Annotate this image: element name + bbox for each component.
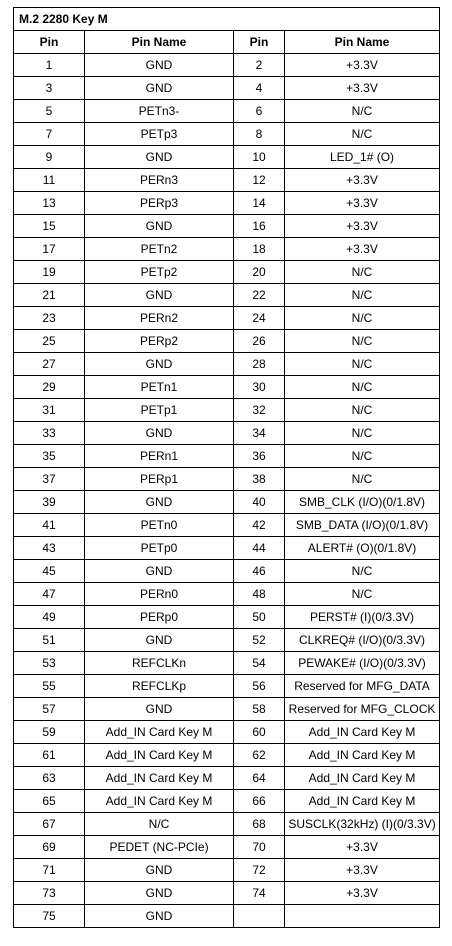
pin-number-right: 34 bbox=[234, 422, 285, 445]
table-row bbox=[14, 376, 440, 399]
pin-number-right: 70 bbox=[234, 836, 285, 859]
pin-number-left: 41 bbox=[14, 514, 85, 537]
table-row bbox=[14, 767, 440, 790]
pin-number-right: 4 bbox=[234, 77, 285, 100]
pin-name-left: PERp2 bbox=[85, 330, 234, 353]
pin-name-right: +3.3V bbox=[285, 169, 440, 192]
pin-number-right: 8 bbox=[234, 123, 285, 146]
header-pin-name-left: Pin Name bbox=[85, 31, 234, 54]
pin-number-left: 47 bbox=[14, 583, 85, 606]
pin-name-right: N/C bbox=[285, 422, 440, 445]
table-row bbox=[14, 652, 440, 675]
header-pin-left: Pin bbox=[14, 31, 85, 54]
pin-number-left: 33 bbox=[14, 422, 85, 445]
pin-name-left: PERn2 bbox=[85, 307, 234, 330]
table-row bbox=[14, 836, 440, 859]
pin-name-right: N/C bbox=[285, 583, 440, 606]
pin-name-right: PERST# (I)(0/3.3V) bbox=[285, 606, 440, 629]
pin-name-left: GND bbox=[85, 629, 234, 652]
pin-name-left: PEDET (NC-PCIe) bbox=[85, 836, 234, 859]
pin-number-right: 74 bbox=[234, 882, 285, 905]
pin-name-left: GND bbox=[85, 353, 234, 376]
header-pin-right: Pin bbox=[234, 31, 285, 54]
pin-number-right: 72 bbox=[234, 859, 285, 882]
pin-number-right: 46 bbox=[234, 560, 285, 583]
table-row bbox=[14, 721, 440, 744]
pin-name-left: GND bbox=[85, 54, 234, 77]
table-row bbox=[14, 905, 440, 928]
table-row bbox=[14, 698, 440, 721]
pin-table bbox=[13, 7, 440, 928]
pin-number-left: 71 bbox=[14, 859, 85, 882]
pin-name-right: N/C bbox=[285, 100, 440, 123]
pin-number-left: 1 bbox=[14, 54, 85, 77]
pin-number-right: 42 bbox=[234, 514, 285, 537]
pin-name-left: PETn0 bbox=[85, 514, 234, 537]
pin-number-left: 65 bbox=[14, 790, 85, 813]
pin-name-right: PEWAKE# (I/O)(0/3.3V) bbox=[285, 652, 440, 675]
pin-name-right: SMB_CLK (I/O)(0/1.8V) bbox=[285, 491, 440, 514]
pin-name-right: Add_IN Card Key M bbox=[285, 767, 440, 790]
pin-number-left: 43 bbox=[14, 537, 85, 560]
table-row bbox=[14, 813, 440, 836]
pin-number-left: 35 bbox=[14, 445, 85, 468]
pin-number-left: 37 bbox=[14, 468, 85, 491]
pin-name-left: GND bbox=[85, 284, 234, 307]
pin-number-left: 7 bbox=[14, 123, 85, 146]
pin-name-left: PETp1 bbox=[85, 399, 234, 422]
pin-number-left: 57 bbox=[14, 698, 85, 721]
pin-number-right: 52 bbox=[234, 629, 285, 652]
table-row bbox=[14, 859, 440, 882]
pin-number-right: 26 bbox=[234, 330, 285, 353]
table-row bbox=[14, 422, 440, 445]
pin-name-right: Add_IN Card Key M bbox=[285, 790, 440, 813]
table-row bbox=[14, 629, 440, 652]
table-title-row bbox=[14, 8, 440, 31]
pin-number-left: 15 bbox=[14, 215, 85, 238]
table-title: M.2 2280 Key M bbox=[14, 8, 440, 31]
pin-number-right: 50 bbox=[234, 606, 285, 629]
pin-number-left: 49 bbox=[14, 606, 85, 629]
pin-number-right: 68 bbox=[234, 813, 285, 836]
pin-number-left: 19 bbox=[14, 261, 85, 284]
table-row bbox=[14, 353, 440, 376]
pin-number-left: 69 bbox=[14, 836, 85, 859]
table-row bbox=[14, 330, 440, 353]
pin-number-left: 31 bbox=[14, 399, 85, 422]
pin-name-right bbox=[285, 905, 440, 928]
pin-number-right: 54 bbox=[234, 652, 285, 675]
pin-name-left: PERp0 bbox=[85, 606, 234, 629]
pin-number-right: 58 bbox=[234, 698, 285, 721]
pin-name-right: N/C bbox=[285, 445, 440, 468]
table-row bbox=[14, 238, 440, 261]
pin-name-right: LED_1# (O) bbox=[285, 146, 440, 169]
table-row bbox=[14, 514, 440, 537]
table-row bbox=[14, 399, 440, 422]
pin-number-right: 6 bbox=[234, 100, 285, 123]
pin-name-right: N/C bbox=[285, 330, 440, 353]
pin-number-right: 62 bbox=[234, 744, 285, 767]
pin-number-right: 30 bbox=[234, 376, 285, 399]
pin-number-right bbox=[234, 905, 285, 928]
pin-name-left: N/C bbox=[85, 813, 234, 836]
pin-name-left: PERn0 bbox=[85, 583, 234, 606]
pin-number-left: 45 bbox=[14, 560, 85, 583]
table-row bbox=[14, 77, 440, 100]
pin-name-left: PERp3 bbox=[85, 192, 234, 215]
pin-name-left: GND bbox=[85, 77, 234, 100]
pin-number-left: 59 bbox=[14, 721, 85, 744]
table-row bbox=[14, 675, 440, 698]
pin-number-right: 10 bbox=[234, 146, 285, 169]
pin-name-left: Add_IN Card Key M bbox=[85, 790, 234, 813]
pin-name-right: Reserved for MFG_DATA bbox=[285, 675, 440, 698]
pin-number-left: 11 bbox=[14, 169, 85, 192]
table-row bbox=[14, 215, 440, 238]
pin-name-right: +3.3V bbox=[285, 859, 440, 882]
pin-name-right: +3.3V bbox=[285, 192, 440, 215]
table-row bbox=[14, 744, 440, 767]
pin-number-right: 12 bbox=[234, 169, 285, 192]
pin-name-left: GND bbox=[85, 215, 234, 238]
pin-rows bbox=[14, 54, 440, 928]
pin-number-right: 14 bbox=[234, 192, 285, 215]
pin-number-right: 48 bbox=[234, 583, 285, 606]
table-row bbox=[14, 790, 440, 813]
pin-number-right: 38 bbox=[234, 468, 285, 491]
pin-number-right: 28 bbox=[234, 353, 285, 376]
table-row bbox=[14, 491, 440, 514]
pin-number-right: 44 bbox=[234, 537, 285, 560]
table-row bbox=[14, 192, 440, 215]
pin-name-left: GND bbox=[85, 698, 234, 721]
table-row bbox=[14, 261, 440, 284]
pin-name-right: +3.3V bbox=[285, 836, 440, 859]
pin-number-right: 2 bbox=[234, 54, 285, 77]
pin-number-right: 40 bbox=[234, 491, 285, 514]
pin-name-left: REFCLKp bbox=[85, 675, 234, 698]
pin-name-right: +3.3V bbox=[285, 77, 440, 100]
pin-number-left: 23 bbox=[14, 307, 85, 330]
pin-name-right: Reserved for MFG_CLOCK bbox=[285, 698, 440, 721]
pin-name-right: N/C bbox=[285, 261, 440, 284]
pin-number-right: 16 bbox=[234, 215, 285, 238]
pin-number-right: 56 bbox=[234, 675, 285, 698]
pin-name-right: N/C bbox=[285, 468, 440, 491]
pin-number-right: 20 bbox=[234, 261, 285, 284]
header-pin-name-right: Pin Name bbox=[285, 31, 440, 54]
table-row bbox=[14, 882, 440, 905]
table-row bbox=[14, 606, 440, 629]
pin-name-right: Add_IN Card Key M bbox=[285, 721, 440, 744]
pin-number-left: 55 bbox=[14, 675, 85, 698]
pin-number-left: 17 bbox=[14, 238, 85, 261]
pin-number-left: 29 bbox=[14, 376, 85, 399]
pin-name-left: Add_IN Card Key M bbox=[85, 767, 234, 790]
pin-number-left: 73 bbox=[14, 882, 85, 905]
pin-name-left: GND bbox=[85, 491, 234, 514]
table-row bbox=[14, 54, 440, 77]
pin-number-right: 22 bbox=[234, 284, 285, 307]
pin-name-right: +3.3V bbox=[285, 882, 440, 905]
table-row bbox=[14, 468, 440, 491]
pin-number-left: 53 bbox=[14, 652, 85, 675]
pin-name-left: PETn1 bbox=[85, 376, 234, 399]
pin-name-right: N/C bbox=[285, 353, 440, 376]
pin-name-left: GND bbox=[85, 905, 234, 928]
pin-number-left: 63 bbox=[14, 767, 85, 790]
pin-name-left: Add_IN Card Key M bbox=[85, 721, 234, 744]
pin-name-left: PETp3 bbox=[85, 123, 234, 146]
pin-name-right: N/C bbox=[285, 560, 440, 583]
pin-name-right: N/C bbox=[285, 307, 440, 330]
pin-name-right: N/C bbox=[285, 284, 440, 307]
pin-number-left: 13 bbox=[14, 192, 85, 215]
pin-number-left: 9 bbox=[14, 146, 85, 169]
table-row bbox=[14, 445, 440, 468]
pin-name-left: PETn2 bbox=[85, 238, 234, 261]
table-header-row bbox=[14, 31, 440, 54]
pin-name-left: PERp1 bbox=[85, 468, 234, 491]
pin-number-right: 24 bbox=[234, 307, 285, 330]
pin-number-right: 18 bbox=[234, 238, 285, 261]
pin-name-right: +3.3V bbox=[285, 54, 440, 77]
pin-number-left: 25 bbox=[14, 330, 85, 353]
pin-name-left: PERn1 bbox=[85, 445, 234, 468]
pin-name-left: GND bbox=[85, 882, 234, 905]
pin-number-right: 36 bbox=[234, 445, 285, 468]
table-row bbox=[14, 560, 440, 583]
table-row bbox=[14, 307, 440, 330]
pin-name-right: SMB_DATA (I/O)(0/1.8V) bbox=[285, 514, 440, 537]
pin-name-left: PERn3 bbox=[85, 169, 234, 192]
pin-number-left: 51 bbox=[14, 629, 85, 652]
pin-name-right: SUSCLK(32kHz) (I)(0/3.3V) bbox=[285, 813, 440, 836]
pin-name-left: GND bbox=[85, 859, 234, 882]
pin-number-left: 67 bbox=[14, 813, 85, 836]
pin-number-right: 60 bbox=[234, 721, 285, 744]
pin-name-right: N/C bbox=[285, 376, 440, 399]
pin-name-left: PETp2 bbox=[85, 261, 234, 284]
table-row bbox=[14, 284, 440, 307]
pin-name-right: +3.3V bbox=[285, 238, 440, 261]
pin-number-right: 32 bbox=[234, 399, 285, 422]
pin-number-left: 61 bbox=[14, 744, 85, 767]
table-row bbox=[14, 100, 440, 123]
pin-name-right: CLKREQ# (I/O)(0/3.3V) bbox=[285, 629, 440, 652]
pin-name-left: PETn3- bbox=[85, 100, 234, 123]
pin-number-left: 75 bbox=[14, 905, 85, 928]
pin-number-left: 27 bbox=[14, 353, 85, 376]
pin-name-right: +3.3V bbox=[285, 215, 440, 238]
pin-name-right: ALERT# (O)(0/1.8V) bbox=[285, 537, 440, 560]
table-row bbox=[14, 583, 440, 606]
pin-number-left: 39 bbox=[14, 491, 85, 514]
pin-name-left: Add_IN Card Key M bbox=[85, 744, 234, 767]
pin-number-right: 66 bbox=[234, 790, 285, 813]
pin-number-right: 64 bbox=[234, 767, 285, 790]
pin-number-left: 3 bbox=[14, 77, 85, 100]
table-row bbox=[14, 169, 440, 192]
pin-name-left: GND bbox=[85, 422, 234, 445]
table-row bbox=[14, 123, 440, 146]
pin-name-left: REFCLKn bbox=[85, 652, 234, 675]
pin-name-right: Add_IN Card Key M bbox=[285, 744, 440, 767]
pin-number-left: 21 bbox=[14, 284, 85, 307]
pin-name-left: GND bbox=[85, 560, 234, 583]
pin-name-right: N/C bbox=[285, 123, 440, 146]
table-row bbox=[14, 146, 440, 169]
pin-name-left: PETp0 bbox=[85, 537, 234, 560]
pin-name-left: GND bbox=[85, 146, 234, 169]
pin-name-right: N/C bbox=[285, 399, 440, 422]
pin-number-left: 5 bbox=[14, 100, 85, 123]
table-row bbox=[14, 537, 440, 560]
